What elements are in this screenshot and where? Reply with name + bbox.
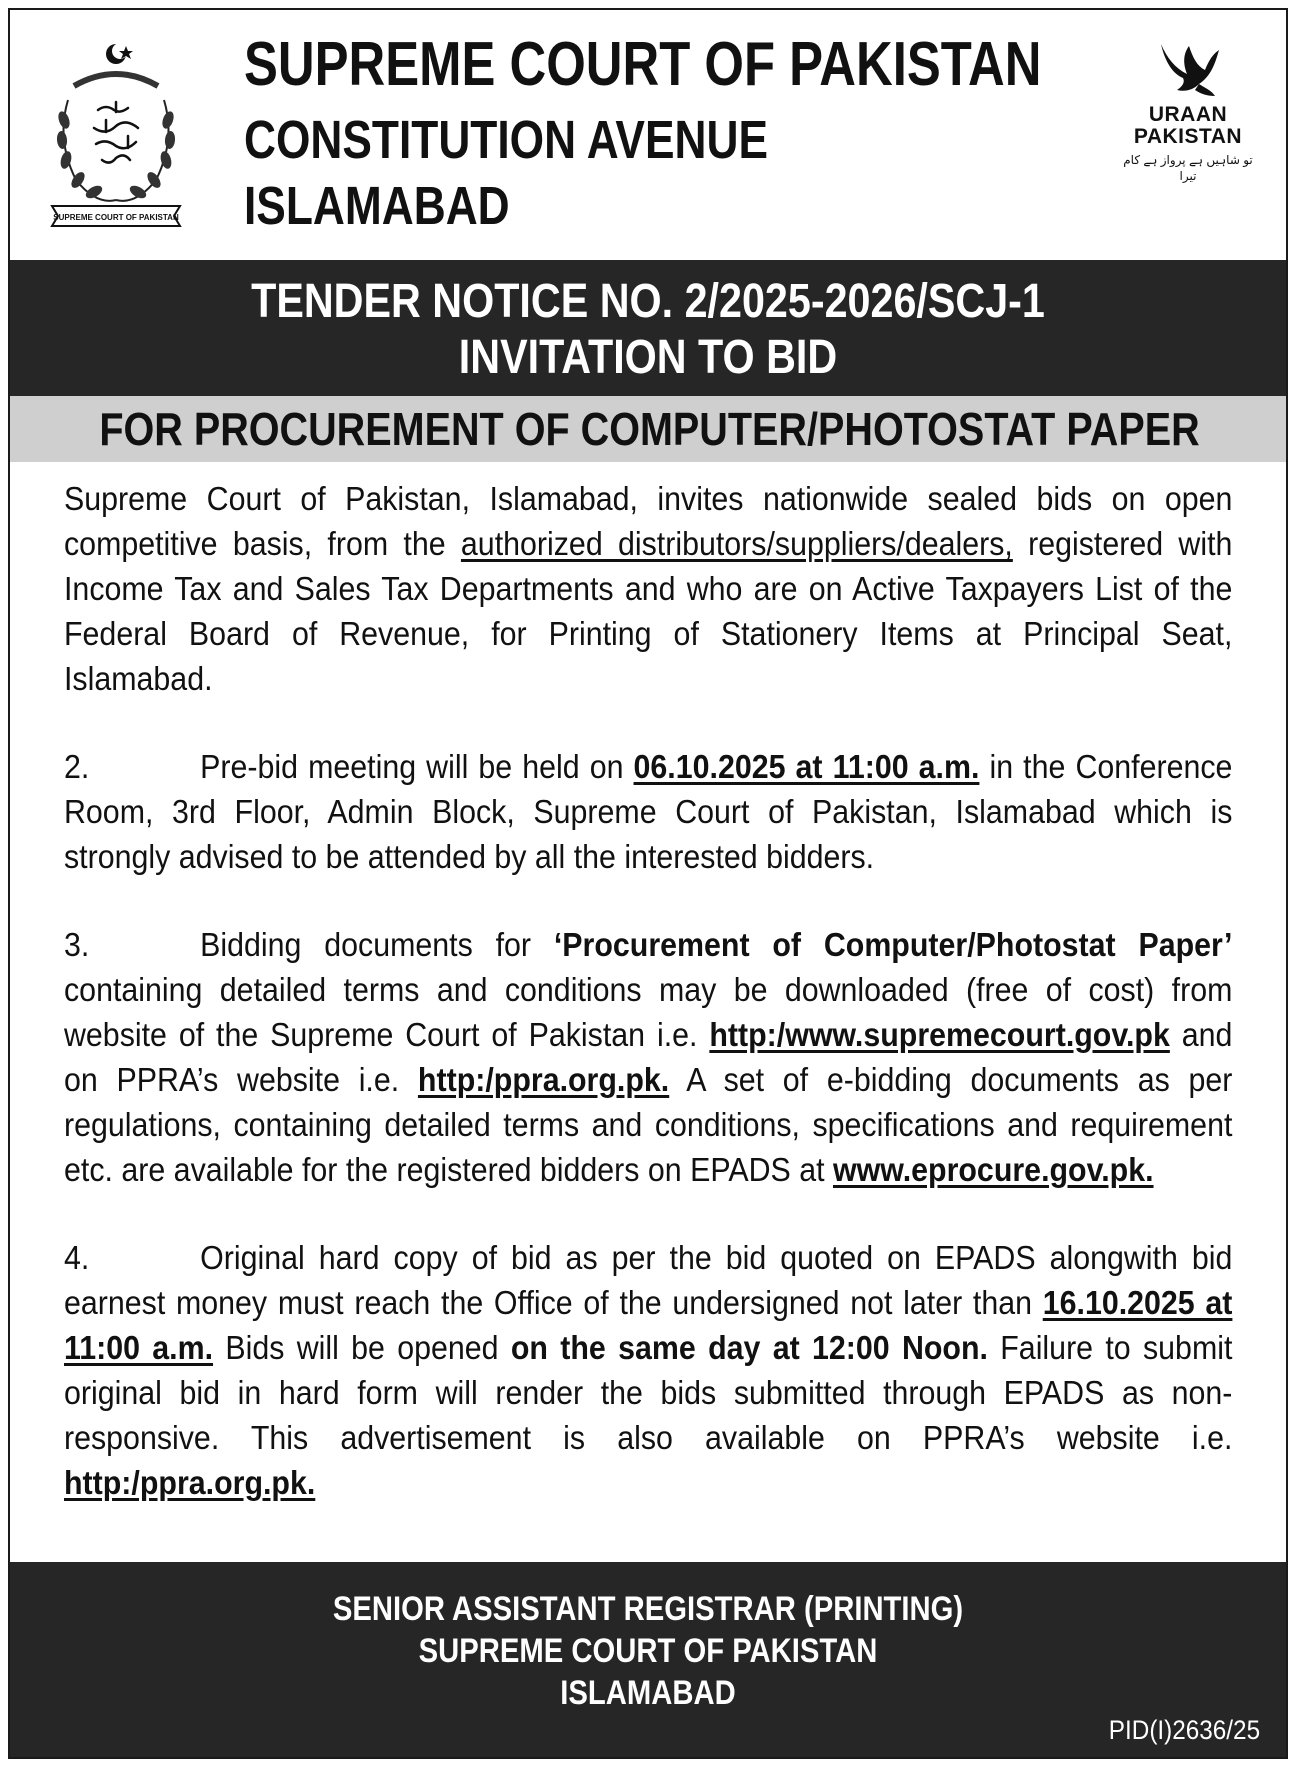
para4-text-a: Original hard copy of bid as per the bid quoted on EPADS alongwith bid earnest money must reach the Office of the undersigned not later than: [64, 1239, 1233, 1321]
uraan-pakistan-logo: [1118, 40, 1258, 200]
ppra-link[interactable]: http:/ppra.org.pk.: [417, 1061, 670, 1098]
subject-band: [10, 396, 1286, 462]
para2-number: 2.: [64, 748, 90, 785]
paragraph-4: [64, 1235, 1232, 1505]
para3-text-b: containing detailed terms and conditions may be downloaded (free of cost) from website of the Supreme Court of Pakistan i.e.: [64, 971, 1233, 1053]
para4-text-c: Failure to submit original bid in hard form will render the bids submitted through EPADS as non-responsive. This advertisement is also available on PPRA’s website i.e.: [64, 1329, 1233, 1456]
para1-text-b: registered with Income Tax and Sales Tax Departments and who are on Active Taxpayers List of the Federal Board of Revenue, for Printing of Stationery Items at Principal Seat, Islamabad.: [64, 525, 1233, 697]
paragraph-3: [64, 922, 1232, 1192]
uraan-line-2: PAKISTAN: [1133, 125, 1243, 148]
header: [10, 10, 1286, 260]
eprocure-link[interactable]: www.eprocure.gov.pk.: [832, 1151, 1154, 1188]
signatory-org: SUPREME COURT OF PAKISTAN: [418, 1632, 878, 1670]
signatory-title: SENIOR ASSISTANT REGISTRAR (PRINTING): [332, 1590, 964, 1628]
signature-band: [10, 1562, 1286, 1757]
supreme-court-emblem-icon: [46, 40, 186, 230]
paragraph-2: [64, 744, 1232, 879]
emblem-ribbon-text: SUPREME COURT OF PAKISTAN: [53, 213, 179, 222]
uraan-line-1: URAAN: [1148, 103, 1228, 126]
para2-text-a: Pre-bid meeting will be held on: [200, 748, 634, 785]
procurement-title: ‘Procurement of Computer/Photostat Paper’: [553, 926, 1233, 963]
page-title: SUPREME COURT OF PAKISTAN: [244, 30, 1042, 99]
tender-notice-number: TENDER NOTICE NO. 2/2025-2026/SCJ-1: [251, 275, 1045, 328]
paragraph-1: [64, 476, 1232, 701]
para1-underlined: authorized distributors/suppliers/dealers,: [460, 525, 1013, 562]
eagle-icon: [1153, 40, 1223, 104]
para3-number: 3.: [64, 926, 90, 963]
address-line-2: ISLAMABAD: [244, 176, 510, 236]
procurement-subject: FOR PROCUREMENT OF COMPUTER/PHOTOSTAT PAPER: [99, 403, 1200, 455]
invitation-heading: INVITATION TO BID: [458, 331, 838, 384]
opening-time: on the same day at 12:00 Noon.: [510, 1329, 988, 1366]
para1-text-a: Supreme Court of Pakistan, Islamabad, invites nationwide sealed bids on open competitive basis, from the: [64, 480, 1233, 562]
pid-number: PID(I)2636/25: [1108, 1715, 1260, 1745]
para4-number: 4.: [64, 1239, 90, 1276]
para3-text-c: and on PPRA’s website i.e.: [64, 1016, 1233, 1098]
ppra-link-2[interactable]: http:/ppra.org.pk.: [64, 1464, 316, 1501]
para4-text-b: Bids will be opened: [213, 1329, 511, 1366]
para3-text-d: A set of e-bidding documents as per regulations, containing detailed terms and conditions, specifications and requirement etc. are available for the registered bidders on EPADS at: [64, 1061, 1233, 1188]
notice-body: [64, 476, 1232, 1548]
para3-text-a: Bidding documents for: [200, 926, 554, 963]
uraan-tagline: تو شاہیں ہے پرواز ہے کام تیرا: [1123, 153, 1253, 183]
para2-text-b: in the Conference Room, 3rd Floor, Admin Block, Supreme Court of Pakistan, Islamabad which is strongly advised to be attended by all the interested bidders.: [64, 748, 1233, 875]
signatory-city: ISLAMABAD: [560, 1674, 736, 1712]
notice-title-band: [10, 260, 1286, 396]
supremecourt-link[interactable]: http:/www.supremecourt.gov.pk: [709, 1016, 1170, 1053]
prebid-date: 06.10.2025 at 11:00 a.m.: [633, 748, 980, 785]
notice-frame: [8, 8, 1288, 1759]
address-line-1: CONSTITUTION AVENUE: [244, 110, 768, 170]
submission-deadline: 16.10.2025 at 11:00 a.m.: [64, 1284, 1233, 1366]
